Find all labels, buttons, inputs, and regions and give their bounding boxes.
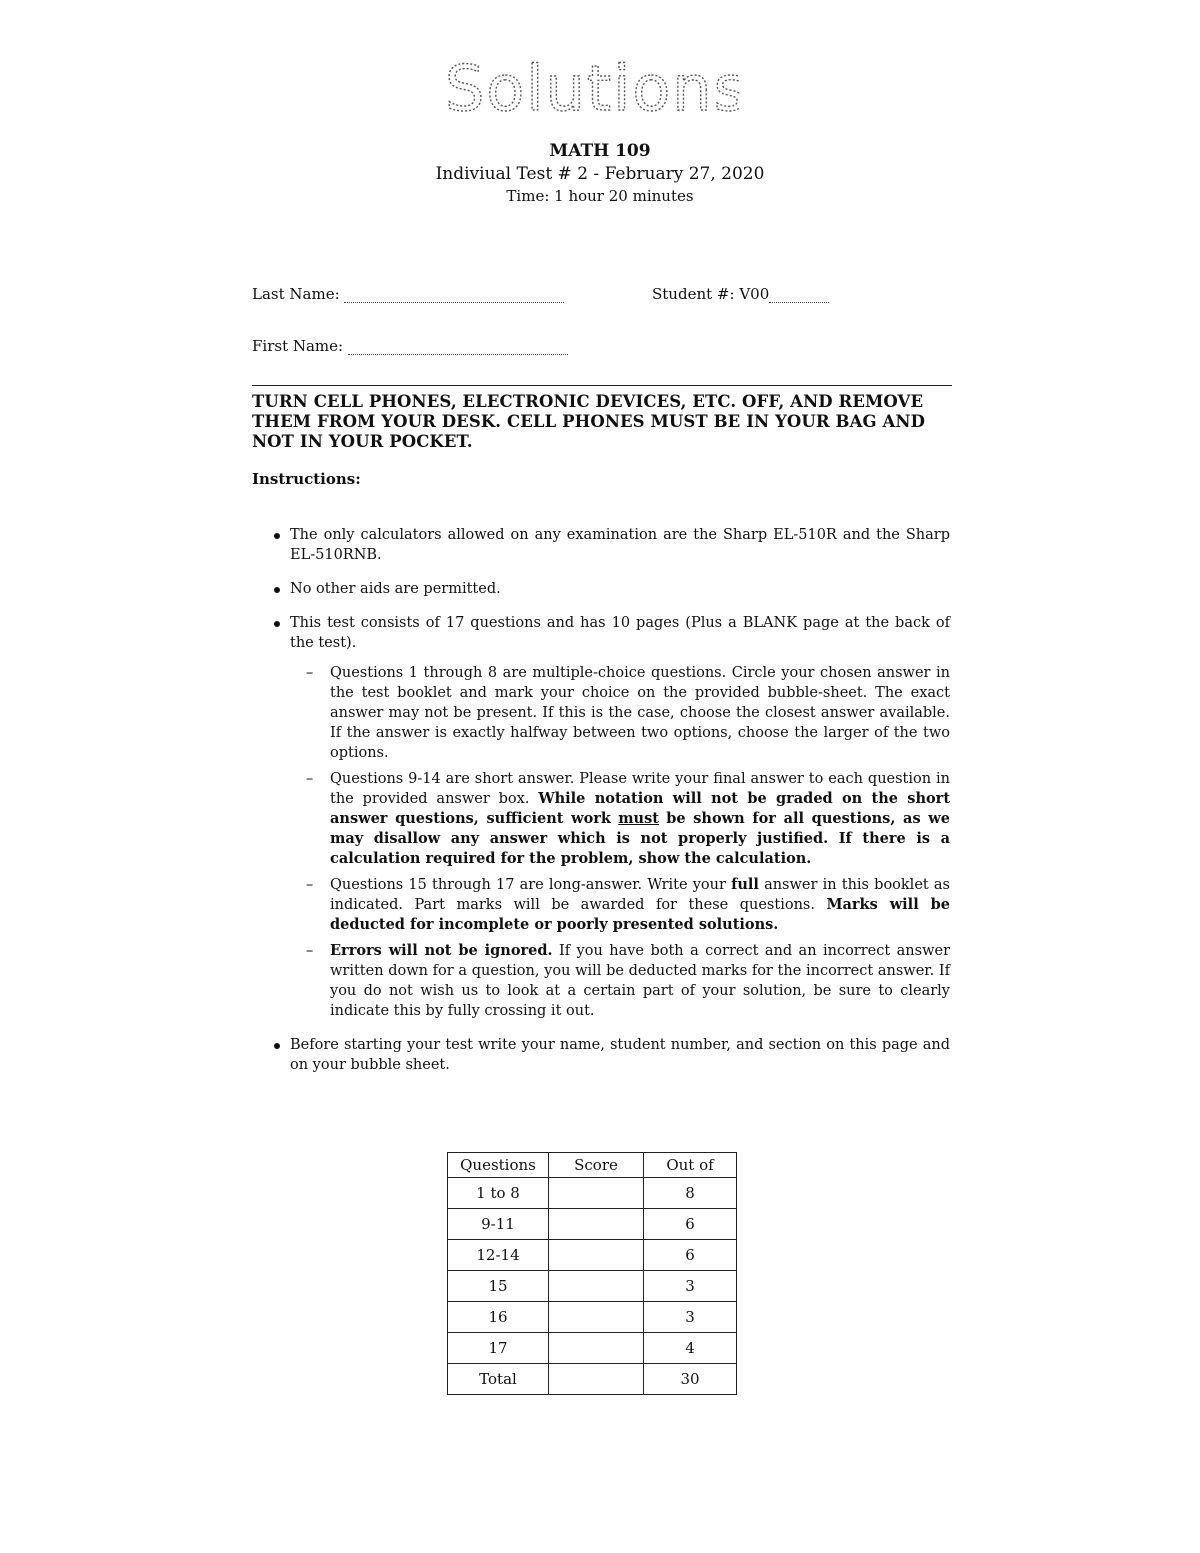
sub-list-item — [290, 769, 950, 869]
first-name-input-line[interactable] — [348, 340, 568, 355]
questions-cell: 17 — [448, 1333, 549, 1364]
table-row — [448, 1271, 737, 1302]
course-title: MATH 109 — [549, 141, 651, 161]
score-cell[interactable] — [549, 1178, 644, 1209]
divider — [252, 385, 952, 386]
score-table — [447, 1152, 737, 1395]
short-answer-text: Questions 9-14 are short answer. Please write your final answer to each question in the provided answer box. — [330, 771, 950, 807]
last-name-field — [252, 285, 564, 303]
score-cell[interactable] — [549, 1333, 644, 1364]
table-row — [448, 1240, 737, 1271]
bullet-icon — [274, 587, 280, 593]
exam-header — [300, 140, 900, 206]
score-cell[interactable] — [549, 1271, 644, 1302]
score-cell[interactable] — [549, 1209, 644, 1240]
bullet-icon — [274, 621, 280, 627]
short-answer-bold-text: While notation will not be graded on the short answer questions, sufficient work — [330, 790, 951, 827]
student-number-prefix: V00 — [739, 285, 770, 303]
list-item — [270, 1035, 950, 1075]
bullet-icon — [274, 1043, 280, 1049]
out-of-cell: 6 — [644, 1209, 737, 1240]
list-item — [270, 579, 950, 599]
student-number-label: Student #: — [652, 285, 735, 303]
sub-list-item — [290, 663, 950, 763]
student-number-field — [652, 285, 829, 303]
multiple-choice-text: Questions 1 through 8 are multiple-choice questions. Circle your chosen answer in the test booklet and mark your choice on the provided bubble-sheet. The exact answer may not be present. If this is the case, choose the closest answer available. If the answer is exactly halfway between two options, choose the larger of the two options. — [330, 665, 950, 761]
no-aids-text: No other aids are permitted. — [290, 581, 501, 597]
errors-bold-text: Errors will not be ignored. — [330, 942, 553, 959]
score-cell[interactable] — [549, 1240, 644, 1271]
total-out-of-cell: 30 — [644, 1364, 737, 1395]
first-name-field — [252, 337, 568, 355]
out-of-cell: 6 — [644, 1240, 737, 1271]
long-answer-text-mid: answer in this booklet as indicated. Part marks will be awarded for these questions. — [330, 877, 950, 913]
total-label-cell: Total — [448, 1364, 549, 1395]
column-header-questions: Questions — [448, 1153, 549, 1178]
score-cell[interactable] — [549, 1302, 644, 1333]
table-row — [448, 1209, 737, 1240]
phone-warning: TURN CELL PHONES, ELECTRONIC DEVICES, ETC. OFF, AND REMOVE THEM FROM YOUR DESK. CELL PHONES MUST BE IN YOUR BAG AND NOT IN YOUR POCKET. — [252, 392, 926, 451]
short-answer-bold-text-end: be shown for all questions, as we may disallow any answer which is not properly justified. If there is a calculation required for the problem, show the calculation. — [330, 810, 951, 867]
bullet-icon — [274, 533, 280, 539]
questions-cell: 9-11 — [448, 1209, 549, 1240]
pages-text: This test consists of 17 questions and has 10 pages (Plus a BLANK page at the back of the test). — [290, 615, 950, 651]
table-header-row — [448, 1153, 737, 1178]
list-item — [270, 525, 950, 565]
questions-cell: 1 to 8 — [448, 1178, 549, 1209]
dash-icon: – — [306, 665, 314, 681]
column-header-score: Score — [549, 1153, 644, 1178]
questions-cell: 12-14 — [448, 1240, 549, 1271]
student-number-input-line[interactable] — [769, 288, 829, 303]
question-types-sublist — [290, 663, 950, 1021]
table-row — [448, 1333, 737, 1364]
table-row-total — [448, 1364, 737, 1395]
long-answer-full-text: full — [731, 876, 759, 893]
list-item — [270, 613, 950, 1021]
test-title: Indiviual Test # 2 - February 27, 2020 — [435, 164, 765, 184]
handwritten-solutions-title — [440, 40, 740, 130]
sub-list-item — [290, 875, 950, 935]
before-starting-text: Before starting your test write your name, student number, and section on this page and on your bubble sheet. — [290, 1037, 950, 1073]
instructions-list — [270, 525, 950, 1089]
first-name-label: First Name: — [252, 337, 344, 355]
calculators-text: The only calculators allowed on any examination are the Sharp EL-510R and the Sharp EL-510RNB. — [290, 527, 950, 563]
last-name-label: Last Name: — [252, 285, 340, 303]
column-header-out-of: Out of — [644, 1153, 737, 1178]
dash-icon: – — [306, 943, 314, 959]
handwritten-solutions-svg — [440, 40, 740, 130]
dash-icon: – — [306, 877, 314, 893]
out-of-cell: 4 — [644, 1333, 737, 1364]
long-answer-bold-text: Marks will be deducted for incomplete or poorly presented solutions. — [330, 896, 951, 933]
out-of-cell: 8 — [644, 1178, 737, 1209]
time-limit: Time: 1 hour 20 minutes — [506, 187, 694, 205]
handwritten-solutions-text: Solutions — [445, 52, 740, 125]
last-name-input-line[interactable] — [344, 288, 564, 303]
out-of-cell: 3 — [644, 1271, 737, 1302]
questions-cell: 15 — [448, 1271, 549, 1302]
table-row — [448, 1302, 737, 1333]
questions-cell: 16 — [448, 1302, 549, 1333]
errors-text: If you have both a correct and an incorrect answer written down for a question, you will be deducted marks for the incorrect answer. If you do not wish us to look at a certain part of your solution, be sure to clearly indicate this by fully crossing it out. — [330, 943, 950, 1019]
instructions-heading: Instructions: — [252, 470, 361, 488]
total-score-cell[interactable] — [549, 1364, 644, 1395]
long-answer-text: Questions 15 through 17 are long-answer. Write your — [330, 877, 726, 893]
out-of-cell: 3 — [644, 1302, 737, 1333]
short-answer-must-text: must — [618, 810, 659, 827]
dash-icon: – — [306, 771, 314, 787]
table-row — [448, 1178, 737, 1209]
sub-list-item — [290, 941, 950, 1021]
